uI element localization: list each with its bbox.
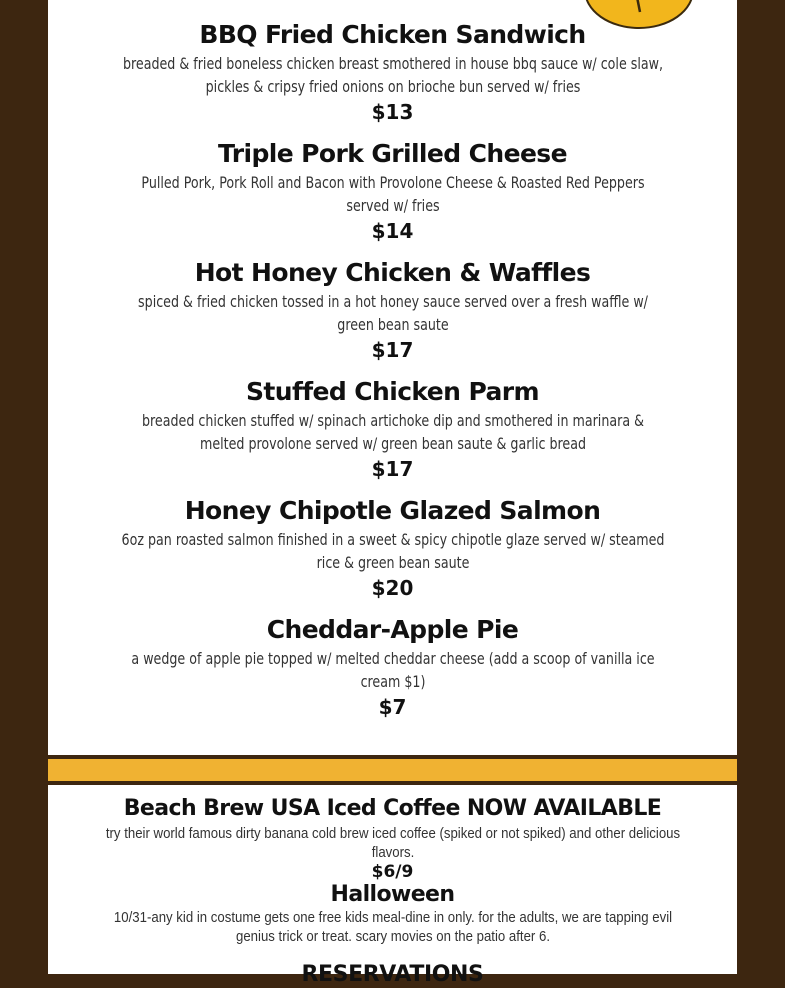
menu-item-description: 6oz pan roasted salmon finished in a sweet & spicy chipotle glaze served w/ steamed rice & green bean saute xyxy=(121,530,664,572)
menu-item-description: a wedge of apple pie topped w/ melted cheddar cheese (add a scoop of vanilla ice cream $1) xyxy=(130,649,655,691)
right-border xyxy=(737,0,785,974)
section-divider-gold xyxy=(48,759,737,781)
menu-item-description: breaded chicken stuffed w/ spinach artichoke dip and smothered in marinara & melted provolone served w/ green bean saute & garlic bread xyxy=(141,411,644,453)
menu-item-name: Stuffed Chicken Parm xyxy=(246,377,539,406)
reservations-heading: RESERVATIONS xyxy=(301,962,484,987)
menu-item xyxy=(48,494,737,601)
menu-item xyxy=(48,375,737,482)
menu-item xyxy=(48,137,737,244)
news-section xyxy=(48,794,737,946)
menu-item-name: Honey Chipotle Glazed Salmon xyxy=(184,496,601,525)
left-border xyxy=(0,0,48,974)
menu-item-name: Cheddar-Apple Pie xyxy=(266,615,519,644)
coffee-description: try their world famous dirty banana cold brew iced coffee (spiked or not spiked) and other delicious flavors. xyxy=(105,825,680,861)
coffee-title: Beach Brew USA Iced Coffee NOW AVAILABLE xyxy=(123,796,662,821)
menu-item-description: spiced & fried chicken tossed in a hot honey sauce served over a fresh waffle w/ green bean saute xyxy=(137,292,648,334)
menu-item-name: Triple Pork Grilled Cheese xyxy=(218,139,567,168)
menu-list xyxy=(48,18,737,732)
menu-item-name: Hot Honey Chicken & Waffles xyxy=(194,258,591,287)
menu-item xyxy=(48,256,737,363)
menu-item xyxy=(48,613,737,720)
menu-item-price: $13 xyxy=(371,100,414,124)
menu-item-description: breaded & fried boneless chicken breast smothered in house bbq sauce w/ cole slaw, pickles & cripsy fried onions on brioche bun served w/ fries xyxy=(122,54,663,96)
menu-item-price: $14 xyxy=(371,219,414,243)
section-divider-bottom xyxy=(48,781,737,785)
halloween-title: Halloween xyxy=(330,882,455,907)
menu-item-price: $20 xyxy=(371,576,414,600)
coffee-price: $6/9 xyxy=(371,862,414,882)
halloween-description: 10/31-any kid in costume gets one free kids meal-dine in only. for the adults, we are tapping evil genius trick or treat. scary movies on the patio after 6. xyxy=(113,909,672,945)
menu-item xyxy=(48,18,737,125)
menu-item-description: Pulled Pork, Pork Roll and Bacon with Provolone Cheese & Roasted Red Peppers served w/ fries xyxy=(140,173,645,215)
menu-item-price: $7 xyxy=(378,695,407,719)
menu-item-price: $17 xyxy=(371,338,414,362)
menu-item-name: BBQ Fried Chicken Sandwich xyxy=(199,20,586,49)
menu-item-price: $17 xyxy=(371,457,414,481)
